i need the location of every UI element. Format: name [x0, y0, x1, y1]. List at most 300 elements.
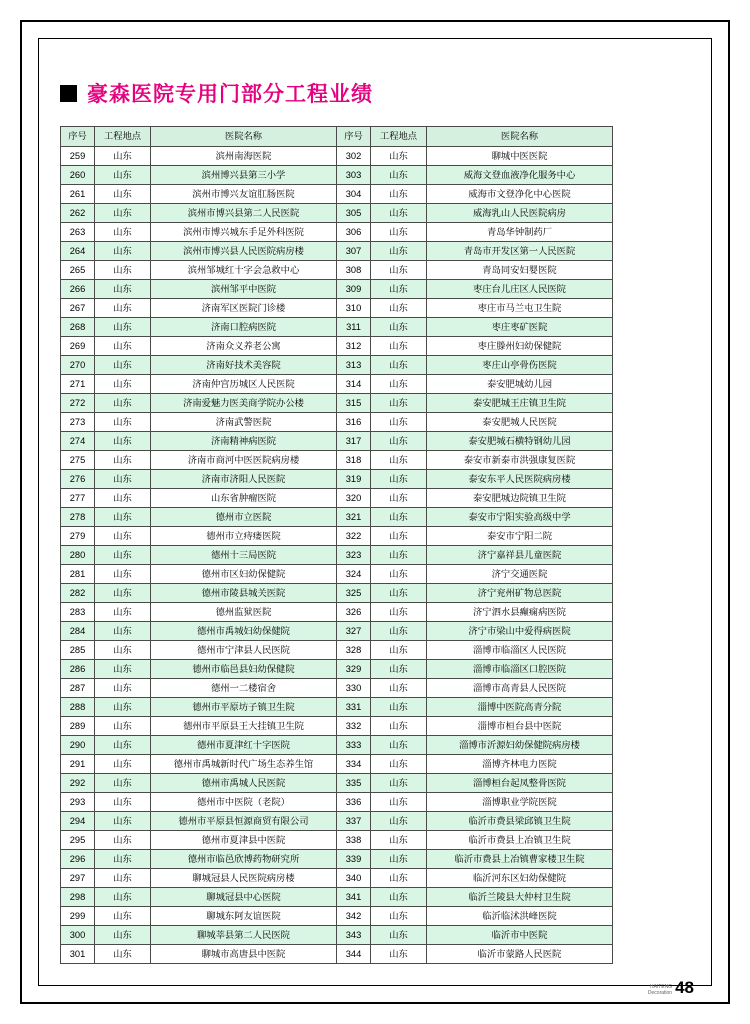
cell-location-right: 山东 [371, 622, 427, 641]
cell-hospital-right: 淄博中医院高青分院 [427, 698, 613, 717]
cell-hospital-right: 济宁泗水县癫痫病医院 [427, 603, 613, 622]
cell-location-left: 山东 [95, 413, 151, 432]
cell-no-left: 269 [61, 337, 95, 356]
cell-location-left: 山东 [95, 679, 151, 698]
cell-no-right: 338 [337, 831, 371, 850]
cell-hospital-right: 临沂兰陵县大仲村卫生院 [427, 888, 613, 907]
cell-hospital-left: 德州一二楼宿舍 [151, 679, 337, 698]
cell-no-left: 285 [61, 641, 95, 660]
cell-no-right: 303 [337, 166, 371, 185]
cell-location-right: 山东 [371, 394, 427, 413]
cell-hospital-right: 泰安市宁阳二院 [427, 527, 613, 546]
cell-location-left: 山东 [95, 356, 151, 375]
cell-no-left: 277 [61, 489, 95, 508]
cell-no-right: 306 [337, 223, 371, 242]
cell-hospital-left: 济南口腔病医院 [151, 318, 337, 337]
table-row [61, 755, 613, 774]
page-content [60, 78, 690, 968]
cell-hospital-right: 聊城中医医院 [427, 147, 613, 166]
cell-hospital-right: 泰安东平人民医院病房楼 [427, 470, 613, 489]
cell-no-right: 318 [337, 451, 371, 470]
cell-hospital-right: 泰安市宁阳实验高级中学 [427, 508, 613, 527]
cell-hospital-right: 枣庄枣矿医院 [427, 318, 613, 337]
table-row [61, 907, 613, 926]
cell-location-right: 山东 [371, 546, 427, 565]
table-row [61, 546, 613, 565]
cell-hospital-right: 济宁嘉祥县儿童医院 [427, 546, 613, 565]
cell-no-right: 344 [337, 945, 371, 964]
cell-location-right: 山东 [371, 242, 427, 261]
cell-location-right: 山东 [371, 831, 427, 850]
cell-location-right: 山东 [371, 147, 427, 166]
cell-location-left: 山东 [95, 204, 151, 223]
cell-location-right: 山东 [371, 356, 427, 375]
table-row [61, 489, 613, 508]
cell-no-left: 268 [61, 318, 95, 337]
cell-location-right: 山东 [371, 489, 427, 508]
cell-no-right: 341 [337, 888, 371, 907]
table-row [61, 641, 613, 660]
cell-location-left: 山东 [95, 622, 151, 641]
cell-hospital-left: 济南武警医院 [151, 413, 337, 432]
table-row [61, 831, 613, 850]
cell-no-left: 259 [61, 147, 95, 166]
cell-hospital-left: 滨州邹平中医院 [151, 280, 337, 299]
cell-location-right: 山东 [371, 584, 427, 603]
table-row [61, 451, 613, 470]
cell-hospital-left: 德州市禹城新时代广场生态养生馆 [151, 755, 337, 774]
cell-hospital-left: 德州市平原县王大挂镇卫生院 [151, 717, 337, 736]
table-row [61, 926, 613, 945]
cell-location-left: 山东 [95, 755, 151, 774]
cell-location-right: 山东 [371, 907, 427, 926]
cell-location-left: 山东 [95, 527, 151, 546]
cell-no-right: 314 [337, 375, 371, 394]
cell-location-left: 山东 [95, 546, 151, 565]
cell-hospital-right: 泰安市新泰市洪强康复医院 [427, 451, 613, 470]
cell-location-right: 山东 [371, 318, 427, 337]
cell-hospital-left: 德州监狱医院 [151, 603, 337, 622]
cell-location-left: 山东 [95, 451, 151, 470]
cell-no-left: 272 [61, 394, 95, 413]
cell-hospital-left: 德州市陵县城关医院 [151, 584, 337, 603]
cell-hospital-right: 济宁兖州矿物总医院 [427, 584, 613, 603]
cell-no-right: 335 [337, 774, 371, 793]
table-row [61, 565, 613, 584]
cell-no-left: 291 [61, 755, 95, 774]
cell-location-left: 山东 [95, 318, 151, 337]
cell-location-left: 山东 [95, 261, 151, 280]
table-row [61, 223, 613, 242]
cell-no-right: 332 [337, 717, 371, 736]
cell-no-left: 278 [61, 508, 95, 527]
cell-no-left: 292 [61, 774, 95, 793]
cell-hospital-left: 德州市立痔瘘医院 [151, 527, 337, 546]
cell-location-right: 山东 [371, 850, 427, 869]
cell-no-left: 260 [61, 166, 95, 185]
projects-table [60, 126, 613, 964]
cell-no-left: 293 [61, 793, 95, 812]
cell-no-right: 333 [337, 736, 371, 755]
cell-no-right: 308 [337, 261, 371, 280]
cell-location-left: 山东 [95, 299, 151, 318]
cell-location-left: 山东 [95, 337, 151, 356]
cell-location-right: 山东 [371, 185, 427, 204]
cell-location-left: 山东 [95, 945, 151, 964]
cell-hospital-left: 济南仲宫历城区人民医院 [151, 375, 337, 394]
cell-location-right: 山东 [371, 299, 427, 318]
cell-location-left: 山东 [95, 641, 151, 660]
cell-no-left: 288 [61, 698, 95, 717]
page-footer [648, 979, 694, 996]
cell-hospital-left: 聊城东阿友谊医院 [151, 907, 337, 926]
cell-location-left: 山东 [95, 736, 151, 755]
cell-hospital-right: 枣庄滕州妇幼保健院 [427, 337, 613, 356]
brand-line-1: HAITENG [649, 984, 673, 990]
cell-no-right: 343 [337, 926, 371, 945]
cell-hospital-right: 泰安肥城边院镇卫生院 [427, 489, 613, 508]
cell-location-right: 山东 [371, 204, 427, 223]
cell-hospital-left: 滨州博兴县第三小学 [151, 166, 337, 185]
cell-no-right: 330 [337, 679, 371, 698]
cell-no-left: 300 [61, 926, 95, 945]
cell-no-left: 276 [61, 470, 95, 489]
cell-no-left: 279 [61, 527, 95, 546]
cell-hospital-left: 德州市禹城人民医院 [151, 774, 337, 793]
page-number: 48 [675, 978, 694, 997]
cell-no-left: 301 [61, 945, 95, 964]
page-title: 豪森医院专用门部分工程业绩 [87, 83, 373, 106]
cell-location-right: 山东 [371, 413, 427, 432]
cell-location-left: 山东 [95, 850, 151, 869]
cell-no-left: 284 [61, 622, 95, 641]
column-header-location-left: 工程地点 [95, 127, 151, 147]
bullet-square-icon [60, 85, 77, 102]
cell-hospital-right: 临沂市费县上冶镇卫生院 [427, 831, 613, 850]
cell-hospital-right: 临沂市费县梁邱镇卫生院 [427, 812, 613, 831]
cell-location-right: 山东 [371, 698, 427, 717]
table-row [61, 147, 613, 166]
table-row [61, 736, 613, 755]
column-header-hospital-left: 医院名称 [151, 127, 337, 147]
cell-hospital-left: 德州市夏津县中医院 [151, 831, 337, 850]
cell-location-right: 山东 [371, 869, 427, 888]
cell-location-right: 山东 [371, 641, 427, 660]
cell-no-right: 340 [337, 869, 371, 888]
cell-location-left: 山东 [95, 565, 151, 584]
cell-location-right: 山东 [371, 451, 427, 470]
table-row [61, 432, 613, 451]
cell-no-left: 295 [61, 831, 95, 850]
cell-no-left: 274 [61, 432, 95, 451]
cell-hospital-left: 滨州市博兴县人民医院病房楼 [151, 242, 337, 261]
cell-no-right: 311 [337, 318, 371, 337]
cell-hospital-left: 济南众义养老公寓 [151, 337, 337, 356]
cell-hospital-left: 滨州南海医院 [151, 147, 337, 166]
cell-location-right: 山东 [371, 261, 427, 280]
table-header [61, 127, 613, 147]
cell-hospital-left: 济南好技术美容院 [151, 356, 337, 375]
table-row [61, 945, 613, 964]
cell-no-right: 305 [337, 204, 371, 223]
cell-location-right: 山东 [371, 660, 427, 679]
cell-no-right: 325 [337, 584, 371, 603]
cell-location-left: 山东 [95, 907, 151, 926]
cell-hospital-left: 聊城冠县人民医院病房楼 [151, 869, 337, 888]
cell-location-right: 山东 [371, 432, 427, 451]
cell-hospital-left: 德州市立医院 [151, 508, 337, 527]
cell-location-right: 山东 [371, 527, 427, 546]
column-header-hospital-right: 医院名称 [427, 127, 613, 147]
cell-no-right: 302 [337, 147, 371, 166]
cell-no-right: 342 [337, 907, 371, 926]
cell-no-left: 296 [61, 850, 95, 869]
cell-no-left: 298 [61, 888, 95, 907]
table-body [61, 147, 613, 964]
table-row [61, 603, 613, 622]
table-row [61, 242, 613, 261]
cell-location-left: 山东 [95, 242, 151, 261]
brand-line-2: Decoration [647, 990, 673, 996]
cell-no-left: 297 [61, 869, 95, 888]
cell-location-left: 山东 [95, 508, 151, 527]
cell-location-left: 山东 [95, 280, 151, 299]
column-header-no-right: 序号 [337, 127, 371, 147]
cell-location-left: 山东 [95, 147, 151, 166]
cell-no-left: 264 [61, 242, 95, 261]
cell-hospital-right: 枣庄市马兰屯卫生院 [427, 299, 613, 318]
cell-hospital-right: 临沂市蒙路人民医院 [427, 945, 613, 964]
cell-hospital-right: 枣庄台儿庄区人民医院 [427, 280, 613, 299]
cell-hospital-left: 德州市临邑欣博药物研究所 [151, 850, 337, 869]
cell-no-left: 275 [61, 451, 95, 470]
cell-location-left: 山东 [95, 223, 151, 242]
column-header-no-left: 序号 [61, 127, 95, 147]
cell-no-right: 320 [337, 489, 371, 508]
cell-hospital-left: 济南军区医院门诊楼 [151, 299, 337, 318]
table-row [61, 375, 613, 394]
table-row [61, 337, 613, 356]
cell-no-right: 322 [337, 527, 371, 546]
cell-hospital-left: 德州市禹城妇幼保健院 [151, 622, 337, 641]
cell-hospital-left: 聊城冠县中心医院 [151, 888, 337, 907]
cell-location-right: 山东 [371, 774, 427, 793]
cell-location-right: 山东 [371, 812, 427, 831]
cell-no-right: 323 [337, 546, 371, 565]
table-row [61, 394, 613, 413]
cell-location-right: 山东 [371, 375, 427, 394]
table-row [61, 698, 613, 717]
cell-no-left: 273 [61, 413, 95, 432]
cell-no-left: 283 [61, 603, 95, 622]
cell-no-left: 289 [61, 717, 95, 736]
cell-hospital-left: 德州市宁津县人民医院 [151, 641, 337, 660]
cell-no-left: 294 [61, 812, 95, 831]
table-row [61, 622, 613, 641]
cell-hospital-left: 德州市区妇幼保健院 [151, 565, 337, 584]
title-row [60, 78, 690, 108]
cell-no-right: 336 [337, 793, 371, 812]
cell-no-left: 266 [61, 280, 95, 299]
cell-hospital-right: 淄博齐林电力医院 [427, 755, 613, 774]
cell-no-left: 261 [61, 185, 95, 204]
cell-no-right: 316 [337, 413, 371, 432]
cell-hospital-right: 青岛市开发区第一人民医院 [427, 242, 613, 261]
cell-hospital-left: 德州市中医院（老院） [151, 793, 337, 812]
cell-no-right: 310 [337, 299, 371, 318]
cell-no-left: 270 [61, 356, 95, 375]
cell-location-left: 山东 [95, 660, 151, 679]
cell-no-right: 309 [337, 280, 371, 299]
cell-location-right: 山东 [371, 565, 427, 584]
table-header-row [61, 127, 613, 147]
cell-hospital-right: 青岛华钟制药厂 [427, 223, 613, 242]
cell-hospital-right: 临沂市费县上冶镇曹家楼卫生院 [427, 850, 613, 869]
cell-hospital-right: 临沂河东区妇幼保健院 [427, 869, 613, 888]
cell-hospital-right: 淄博市高青县人民医院 [427, 679, 613, 698]
table-row [61, 261, 613, 280]
cell-location-left: 山东 [95, 717, 151, 736]
cell-location-left: 山东 [95, 584, 151, 603]
cell-no-left: 267 [61, 299, 95, 318]
cell-hospital-left: 济南精神病医院 [151, 432, 337, 451]
table-row [61, 774, 613, 793]
cell-location-left: 山东 [95, 869, 151, 888]
cell-no-left: 280 [61, 546, 95, 565]
cell-hospital-left: 济南爱魅力医美商学院办公楼 [151, 394, 337, 413]
cell-hospital-right: 淄博市沂源妇幼保健院病房楼 [427, 736, 613, 755]
table-row [61, 660, 613, 679]
cell-location-left: 山东 [95, 185, 151, 204]
cell-location-left: 山东 [95, 432, 151, 451]
table-row [61, 584, 613, 603]
cell-location-left: 山东 [95, 774, 151, 793]
cell-location-right: 山东 [371, 793, 427, 812]
cell-location-right: 山东 [371, 223, 427, 242]
cell-hospital-right: 济宁交通医院 [427, 565, 613, 584]
cell-location-right: 山东 [371, 337, 427, 356]
cell-no-left: 287 [61, 679, 95, 698]
table-row [61, 888, 613, 907]
cell-location-left: 山东 [95, 888, 151, 907]
cell-no-right: 307 [337, 242, 371, 261]
cell-no-left: 263 [61, 223, 95, 242]
cell-hospital-right: 泰安肥城石横特钢幼儿园 [427, 432, 613, 451]
cell-location-left: 山东 [95, 603, 151, 622]
cell-no-right: 317 [337, 432, 371, 451]
cell-hospital-right: 临沂临沭洪峰医院 [427, 907, 613, 926]
cell-location-right: 山东 [371, 470, 427, 489]
table-row [61, 679, 613, 698]
table-row [61, 413, 613, 432]
cell-hospital-left: 德州市夏津红十字医院 [151, 736, 337, 755]
cell-no-right: 339 [337, 850, 371, 869]
cell-location-left: 山东 [95, 926, 151, 945]
cell-location-left: 山东 [95, 166, 151, 185]
cell-location-right: 山东 [371, 945, 427, 964]
cell-no-right: 326 [337, 603, 371, 622]
cell-hospital-left: 德州市临邑县妇幼保健院 [151, 660, 337, 679]
cell-hospital-left: 德州十三局医院 [151, 546, 337, 565]
cell-location-left: 山东 [95, 831, 151, 850]
table-row [61, 280, 613, 299]
cell-no-right: 328 [337, 641, 371, 660]
cell-hospital-right: 泰安肥城幼儿园 [427, 375, 613, 394]
cell-hospital-right: 威海乳山人民医院病房 [427, 204, 613, 223]
cell-hospital-right: 济宁市梁山中爱得病医院 [427, 622, 613, 641]
cell-hospital-left: 滨州市博兴友谊肛肠医院 [151, 185, 337, 204]
cell-hospital-right: 临沂市中医院 [427, 926, 613, 945]
table-row [61, 204, 613, 223]
table-row [61, 356, 613, 375]
cell-hospital-right: 枣庄山亭骨伤医院 [427, 356, 613, 375]
cell-no-right: 334 [337, 755, 371, 774]
cell-no-left: 299 [61, 907, 95, 926]
cell-no-right: 331 [337, 698, 371, 717]
cell-location-right: 山东 [371, 603, 427, 622]
cell-location-right: 山东 [371, 755, 427, 774]
table-row [61, 850, 613, 869]
table-row [61, 166, 613, 185]
table-row [61, 299, 613, 318]
cell-hospital-right: 威海市文登净化中心医院 [427, 185, 613, 204]
cell-hospital-left: 滨州市博兴城东手足外科医院 [151, 223, 337, 242]
cell-location-right: 山东 [371, 166, 427, 185]
cell-hospital-left: 济南市商河中医医院病房楼 [151, 451, 337, 470]
table-row [61, 470, 613, 489]
cell-location-right: 山东 [371, 508, 427, 527]
cell-hospital-left: 聊城莘县第二人民医院 [151, 926, 337, 945]
cell-location-right: 山东 [371, 888, 427, 907]
cell-location-left: 山东 [95, 812, 151, 831]
cell-location-right: 山东 [371, 280, 427, 299]
cell-hospital-right: 青岛同安妇婴医院 [427, 261, 613, 280]
cell-no-left: 282 [61, 584, 95, 603]
cell-no-left: 286 [61, 660, 95, 679]
brand-mark [648, 984, 672, 996]
table-row [61, 812, 613, 831]
cell-no-left: 281 [61, 565, 95, 584]
cell-hospital-right: 淄博职业学院医院 [427, 793, 613, 812]
table-row [61, 527, 613, 546]
cell-location-left: 山东 [95, 470, 151, 489]
cell-no-right: 319 [337, 470, 371, 489]
column-header-location-right: 工程地点 [371, 127, 427, 147]
cell-hospital-left: 济南市济阳人民医院 [151, 470, 337, 489]
cell-hospital-left: 山东省肿瘤医院 [151, 489, 337, 508]
cell-hospital-right: 淄博市临淄区口腔医院 [427, 660, 613, 679]
cell-no-left: 271 [61, 375, 95, 394]
cell-no-right: 304 [337, 185, 371, 204]
cell-hospital-right: 威海文登血液净化服务中心 [427, 166, 613, 185]
cell-hospital-left: 德州市平原县恒源商贸有限公司 [151, 812, 337, 831]
cell-hospital-right: 泰安肥城人民医院 [427, 413, 613, 432]
table-row [61, 185, 613, 204]
table-row [61, 869, 613, 888]
cell-location-left: 山东 [95, 793, 151, 812]
cell-hospital-left: 滨州市博兴县第二人民医院 [151, 204, 337, 223]
cell-no-left: 262 [61, 204, 95, 223]
cell-hospital-left: 聊城市高唐县中医院 [151, 945, 337, 964]
cell-location-left: 山东 [95, 394, 151, 413]
cell-location-left: 山东 [95, 698, 151, 717]
table-row [61, 717, 613, 736]
cell-no-right: 327 [337, 622, 371, 641]
cell-location-right: 山东 [371, 679, 427, 698]
cell-location-left: 山东 [95, 489, 151, 508]
table-row [61, 793, 613, 812]
cell-hospital-right: 淄博桓台起凤整骨医院 [427, 774, 613, 793]
